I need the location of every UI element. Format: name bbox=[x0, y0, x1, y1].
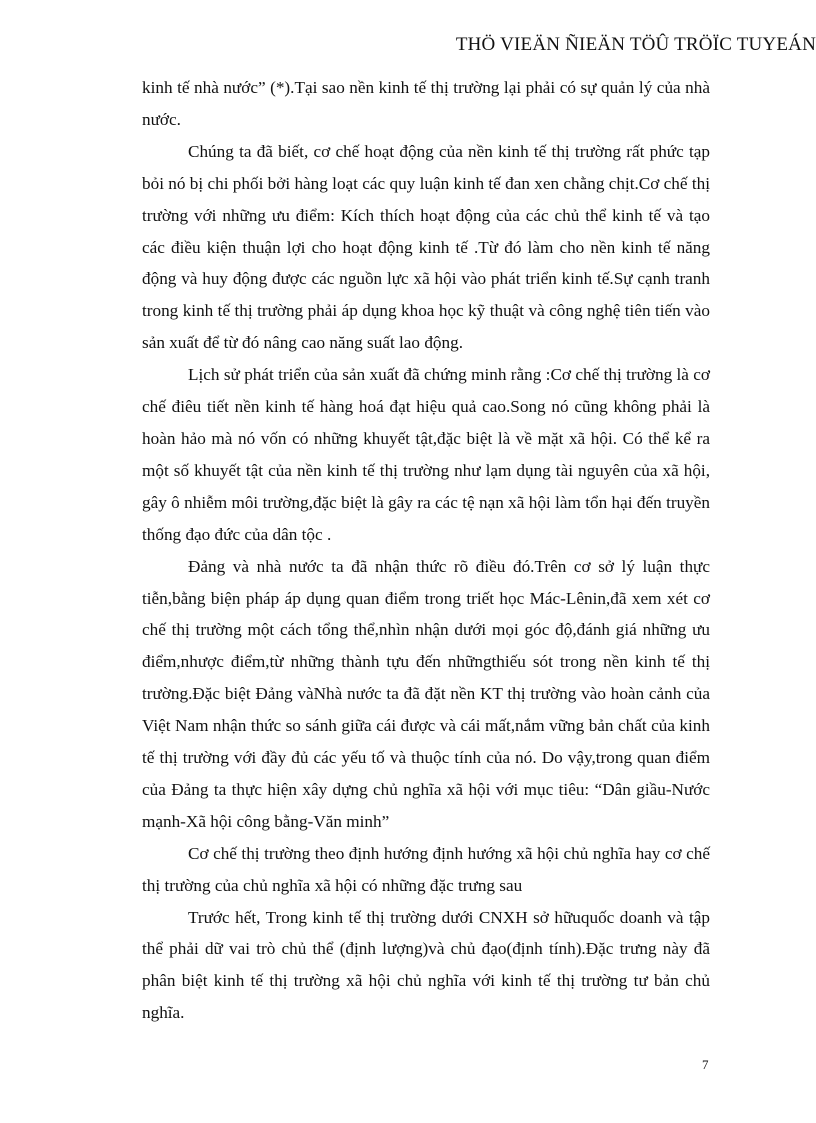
paragraph-socialist-orientation: Cơ chế thị trường theo định hướng định hướng xã hội chủ nghĩa hay cơ chế thị trường của chủ nghĩa xã hội có những đặc trưng sau bbox=[142, 843, 710, 895]
page-number: 7 bbox=[702, 1057, 709, 1072]
running-header: THÖ VIEÄN ÑIEÄN TÖÛ TRÖÏC TUYEÁN bbox=[455, 34, 816, 55]
paragraph-history: Lịch sử phát triển của sản xuất đã chứng minh rằng :Cơ chế thị trường là cơ chế điêu tiết nền kinh tế hàng hoá đạt hiệu quả cao.Song nó cũng không phải là hoàn hảo mà nó vốn có những khuyết tật,đặc biệt là về mặt xã hội. Có thể kể ra một số khuyết tật của nền kinh tế thị trường như lạm dụng tài nguyên của xã hội, gây ô nhiễm môi trường,đặc biệt là gây ra các tệ nạn xã hội làm tổn hại đến truyền thống đạo đức của dân tộc . bbox=[142, 365, 710, 544]
paragraph-market-mechanism: Chúng ta đã biết, cơ chế hoạt động của nền kinh tế thị trường rất phức tạp bỏi nó bị chi phối bởi hàng loạt các quy luận kinh tế đan xen chằng chịt.Cơ chế thị trường với những ưu điểm: Kích thích hoạt động của các chủ thể kinh tế và tạo các điều kiện thuận lợi cho hoạt động kinh tế .Từ đó làm cho nền kinh tế năng động và huy động được các nguồn lực xã hội vào phát triển kinh tế.Sự cạnh tranh trong kinh tế thị trường phải áp dụng khoa học kỹ thuật và công nghệ tiên tiến vào sản xuất để từ đó nâng cao năng suất lao động. bbox=[142, 141, 710, 353]
paragraph-party-awareness: Đảng và nhà nước ta đã nhận thức rõ điều đó.Trên cơ sở lý luận thực tiễn,bằng biện pháp áp dụng quan điểm trong triết học Mác-Lênin,đã xem xét cơ chế thị trường một cách tổng thể,nhìn nhận dưới mọi góc độ,đánh giá những ưu điểm,nhược điểm,từ những thành tựu đến nhữngthiếu sót trong nền kinh tế thị trường.Đặc biệt Đảng vàNhà nước ta đã đặt nền KT thị trường vào hoàn cảnh của Việt Nam nhận thức so sánh giữa cái được và cái mất,nắm vững bản chất của kinh tế thị trường với đầy đủ các yếu tố và thuộc tính của nó. Do vậy,trong quan điểm của Đảng ta thực hiện xây dựng chủ nghĩa xã hội với mục tiêu: “Dân giầu-Nước mạnh-Xã hội công bằng-Văn minh” bbox=[142, 556, 710, 831]
paragraph-continuation: kinh tế nhà nước” (*).Tại sao nền kinh tế thị trường lại phải có sự quản lý của nhà nước. bbox=[142, 78, 710, 129]
paragraph-first-feature: Trước hết, Trong kinh tế thị trường dưới CNXH sở hữuquốc doanh và tập thể phải dữ vai trò chủ thể (định lượng)và chủ đạo(định tính).Đặc trưng này đã phân biệt kinh tế thị trường xã hội chủ nghĩa với kinh tế thị trường tư bản chủ nghĩa. bbox=[142, 907, 710, 1023]
body-text bbox=[142, 72, 710, 1029]
